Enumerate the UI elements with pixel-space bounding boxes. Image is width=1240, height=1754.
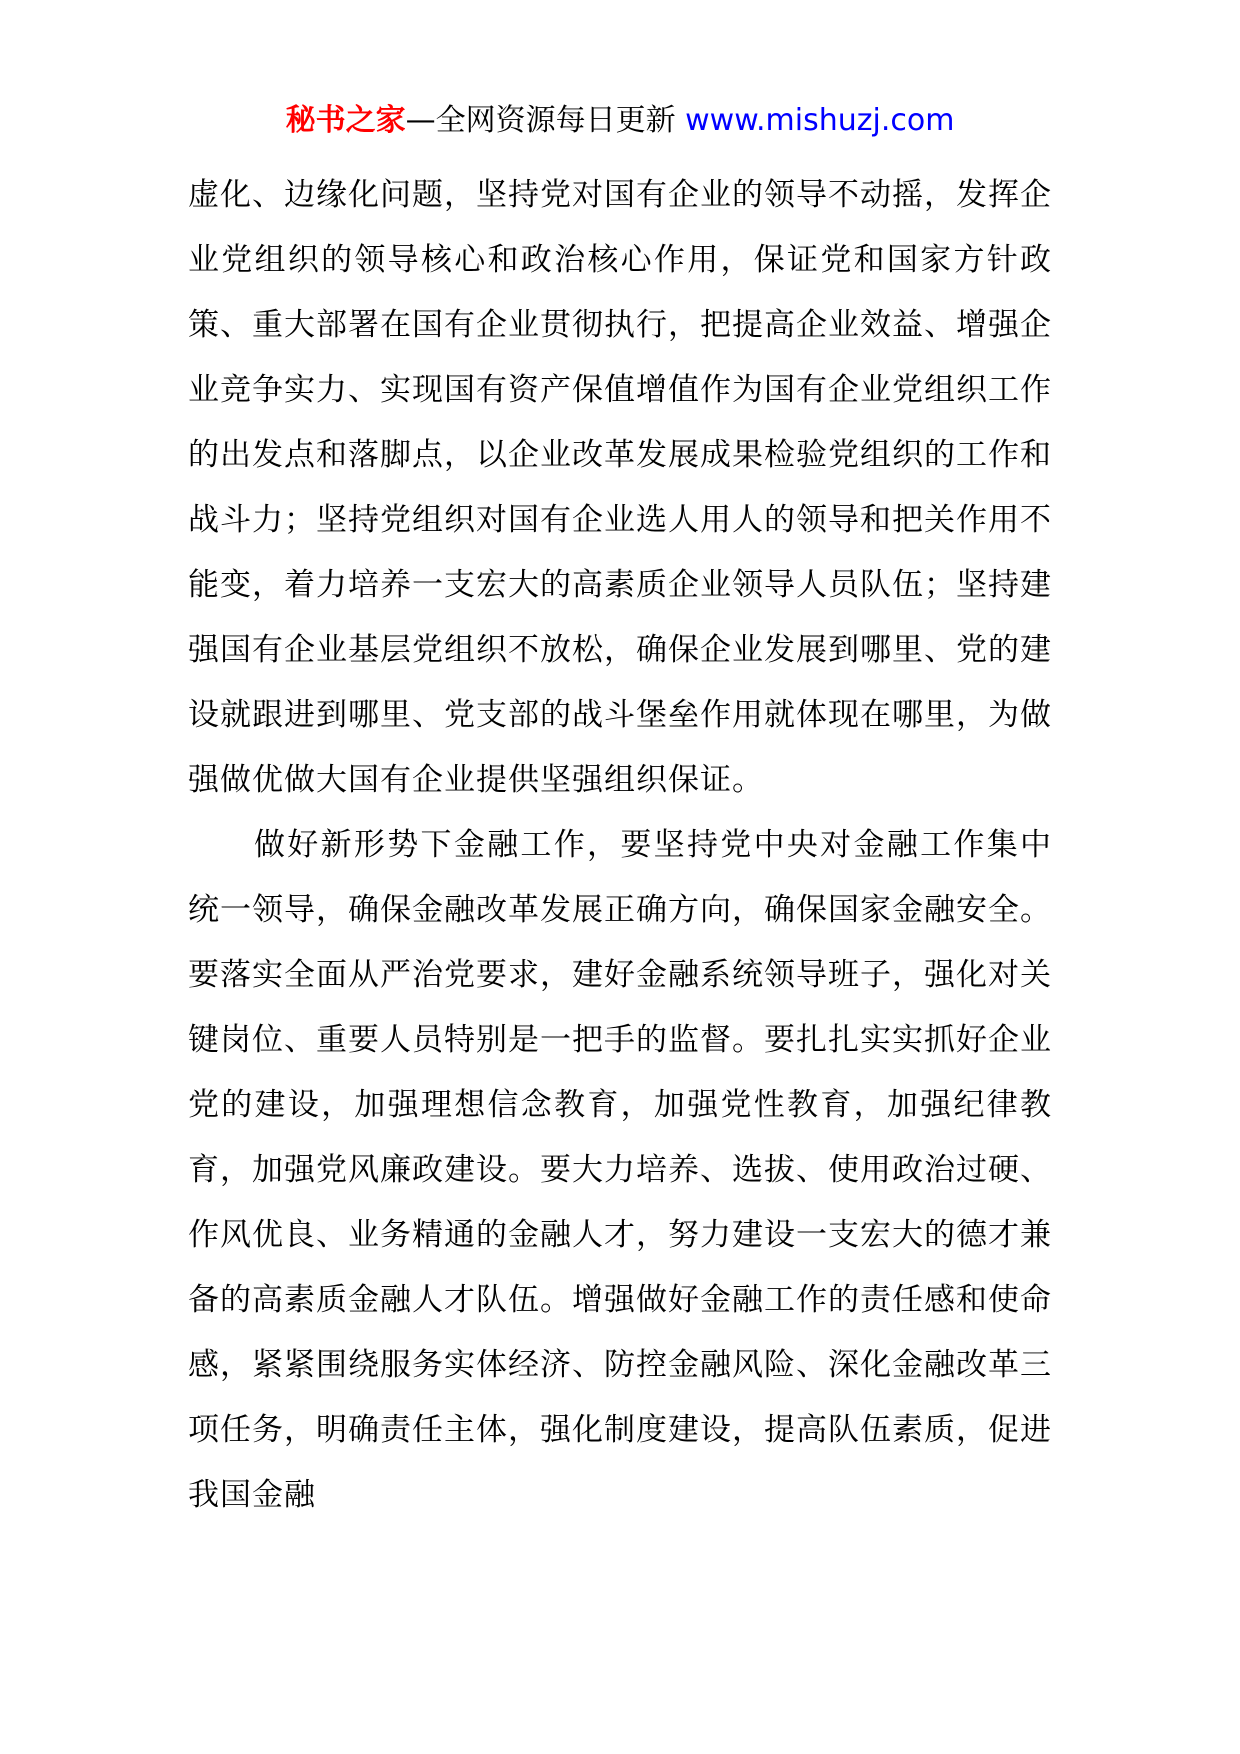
site-url-link[interactable]: www.mishuzj.com (685, 103, 955, 138)
site-brand: 秘书之家 (285, 103, 406, 138)
site-tagline: —全网资源每日更新 (405, 103, 676, 138)
site-header (0, 98, 1240, 144)
body-paragraph-2: 做好新形势下金融工作，要坚持党中央对金融工作集中统一领导，确保金融改革发展正确方向，确保国家金融安全。要落实全面从严治党要求，建好金融系统领导班子，强化对关键岗位、重要人员特别是一把手的监督。要扎扎实实抓好企业党的建设，加强理想信念教育，加强党性教育，加强纪律教育，加强党风廉政建设。要大力培养、选拔、使用政治过硬、作风优良、业务精通的金融人才，努力建设一支宏大的德才兼备的高素质金融人才队伍。增强做好金融工作的责任感和使命感，紧紧围绕服务实体经济、防控金融风险、深化金融改革三项任务，明确责任主体，强化制度建设，提高队伍素质，促进我国金融 (188, 827, 1052, 1513)
document-body (188, 163, 1052, 1528)
body-paragraph-1: 虚化、边缘化问题，坚持党对国有企业的领导不动摇，发挥企业党组织的领导核心和政治核心作用，保证党和国家方针政策、重大部署在国有企业贯彻执行，把提高企业效益、增强企业竞争实力、实现国有资产保值增值作为国有企业党组织工作的出发点和落脚点，以企业改革发展成果检验党组织的工作和战斗力；坚持党组织对国有企业选人用人的领导和把关作用不能变，着力培养一支宏大的高素质企业领导人员队伍；坚持建强国有企业基层党组织不放松，确保企业发展到哪里、党的建设就跟进到哪里、党支部的战斗堡垒作用就体现在哪里，为做强做优做大国有企业提供坚强组织保证。 (188, 177, 1052, 798)
